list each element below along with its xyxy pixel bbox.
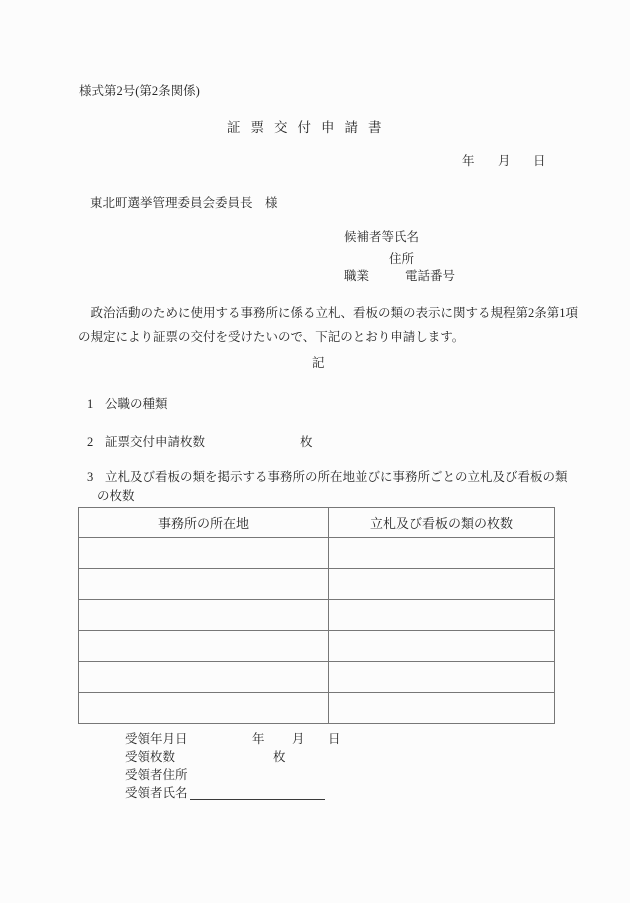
- receipt-month-label: 月: [292, 732, 305, 746]
- office-location-cell: [79, 538, 329, 569]
- date-year-label: 年: [462, 154, 475, 168]
- signboard-count-cell: [329, 538, 555, 569]
- item-3-label-line2: の枚数: [97, 489, 135, 503]
- office-location-cell: [79, 600, 329, 631]
- table-row: [79, 538, 555, 569]
- applicant-phone-label: 電話番号: [405, 269, 456, 283]
- receipt-year-label: 年: [252, 732, 265, 746]
- signboard-count-cell: [329, 569, 555, 600]
- signboard-count-cell: [329, 693, 555, 724]
- item-3-label-line1: 立札及び看板の類を掲示する事務所の所在地並びに事務所ごとの立札及び看板の類: [105, 470, 568, 484]
- receipt-date-line: [0, 732, 630, 748]
- item-2-unit-label: 枚: [300, 435, 313, 449]
- item-2-number: 2: [87, 435, 94, 449]
- receipt-count-label: 受領枚数: [125, 750, 176, 764]
- receipt-count-unit-label: 枚: [273, 750, 286, 764]
- table-header-row: [79, 508, 555, 538]
- date-month-label: 月: [498, 154, 511, 168]
- offices-signboards-table: [78, 507, 555, 724]
- office-location-header: 事務所の所在地: [79, 508, 329, 538]
- date-line: [0, 154, 630, 172]
- applicant-name-line: [0, 230, 630, 246]
- item-1-label: 公職の種類: [105, 397, 168, 411]
- item-1-number: 1: [87, 397, 94, 411]
- signboard-count-cell: [329, 600, 555, 631]
- addressee: 東北町選挙管理委員会委員長 様: [90, 196, 278, 210]
- item-2: [0, 435, 630, 451]
- table-body: [79, 538, 555, 724]
- table-row: [79, 569, 555, 600]
- applicant-occupation-label: 職業: [344, 269, 370, 283]
- table-row: [79, 662, 555, 693]
- office-location-cell: [79, 569, 329, 600]
- item-1: [0, 397, 630, 413]
- signboard-count-cell: [329, 631, 555, 662]
- table-row: [79, 600, 555, 631]
- body-paragraph-line1: 政治活動のために使用する事務所に係る立札、看板の類の表示に関する規程第2条第1項: [78, 306, 579, 320]
- record-marker: 記: [312, 356, 325, 370]
- applicant-occupation-line: [0, 269, 630, 285]
- receipt-name-label: 受領者氏名: [125, 786, 188, 800]
- recipient-name-underline: [190, 786, 325, 800]
- table-row: [79, 631, 555, 662]
- receipt-name-line: [0, 786, 630, 802]
- office-location-cell: [79, 662, 329, 693]
- applicant-address-line: [0, 252, 630, 268]
- receipt-address-label: 受領者住所: [125, 768, 188, 782]
- item-3-line2: [0, 489, 630, 505]
- form-number: 様式第2号(第2条関係): [79, 84, 200, 98]
- receipt-count-line: [0, 750, 630, 766]
- item-2-label: 証票交付申請枚数: [105, 435, 206, 449]
- signboard-count-cell: [329, 662, 555, 693]
- office-location-cell: [79, 693, 329, 724]
- table-row: [79, 693, 555, 724]
- document-title: 証票交付申請書: [227, 120, 392, 135]
- item-3-number: 3: [87, 470, 94, 484]
- body-paragraph-line2: の規定により証票の交付を受けたいので、下記のとおり申請します。: [78, 330, 465, 344]
- office-location-cell: [79, 631, 329, 662]
- applicant-name-label: 候補者等氏名: [344, 230, 420, 244]
- receipt-day-label: 日: [328, 732, 341, 746]
- receipt-date-label: 受領年月日: [125, 732, 188, 746]
- signboard-count-header: 立札及び看板の類の枚数: [329, 508, 555, 538]
- item-3-line1: [0, 470, 630, 486]
- applicant-address-label: 住所: [389, 252, 415, 266]
- date-day-label: 日: [533, 154, 546, 168]
